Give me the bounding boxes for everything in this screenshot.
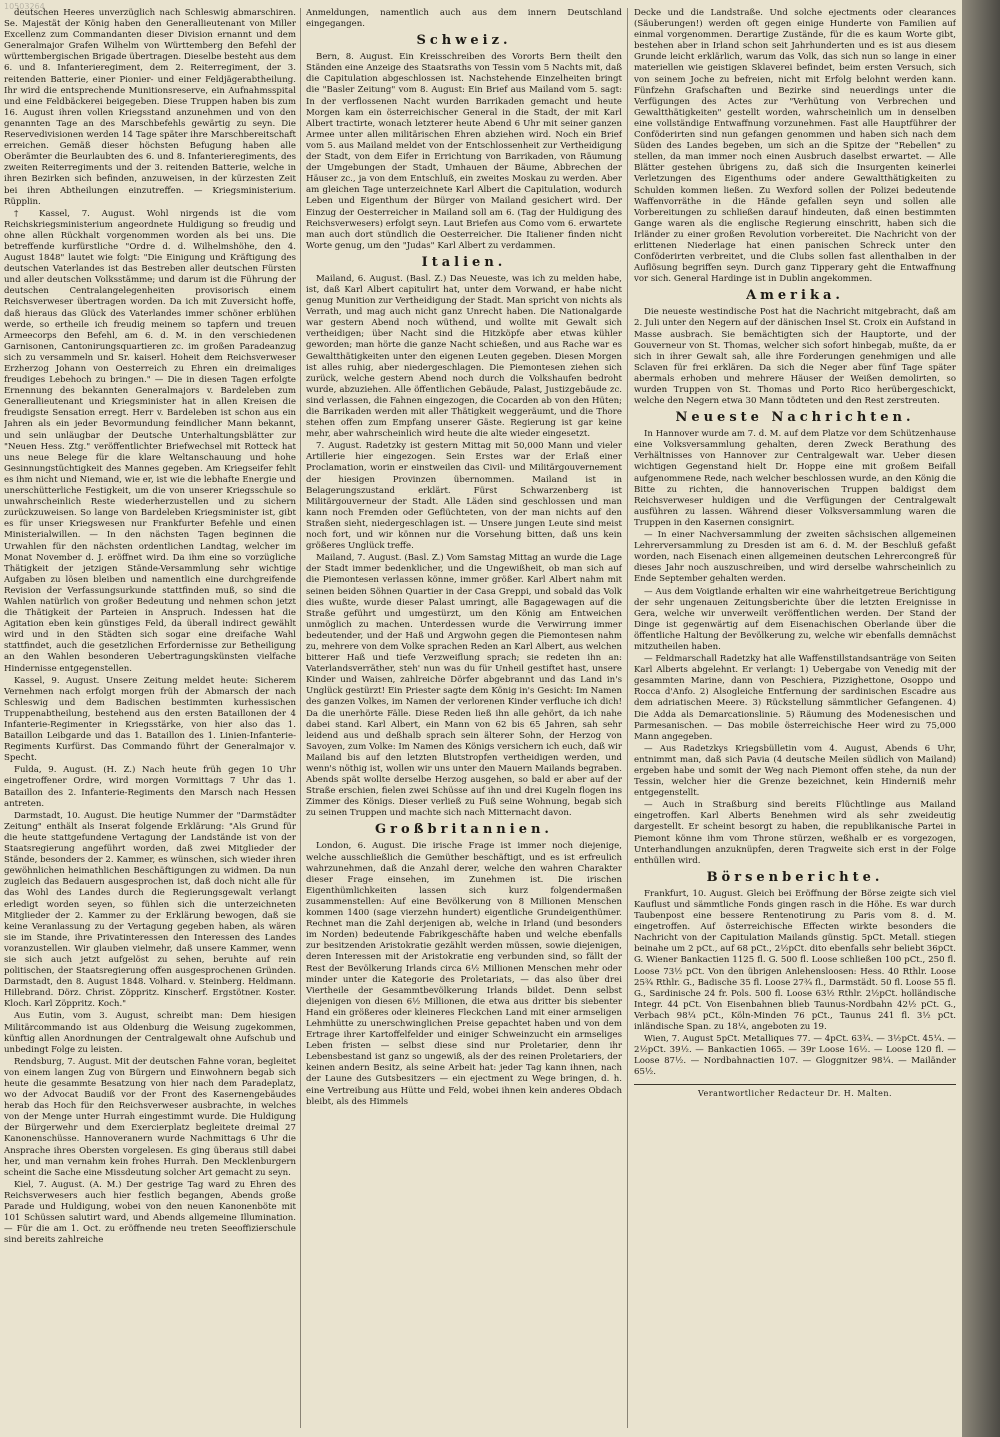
article-paragraph: Rendsburg, 7. August. Mit der deutschen Fahne voran, begleitet von einem langen Zug von Bürgern und Einwohnern begab sich heute die gesammte Besatzung von hier nach dem Paradeplatz, wo der Advocat Baudiß vor der Front des Kasernengebäudes herab das Hoch für den Reichsverweser ausbrachte, in welches von der Menge unter Hurrah eingestimmt wurde. Die Huldigung der Bürgerwehr und dem Exercierplatz begleitete dreimal 27 Kanonenschüsse. Hannoveranern wurde Nachmittags 6 Uhr die Ansprache ihres Obersten vorgelesen. Es ging überaus still dabei her, und man vernahm kein frohes Hurrah. Den Mecklenburgern scheint die Sache eine Missdeutung solcher Art gemacht zu seyn. [4, 1056, 296, 1178]
article-paragraph: Bern, 8. August. Ein Kreisschreiben des Vororts Bern theilt den Ständen eine Anzeige des Staatsraths von Tessin vom 5 Nachts mit, daß die Capitulation abgeschlossen ist. Nachstehende Einzelheiten bringt die "Basler Zeitung" vom 8. August: Ein Brief aus Mailand vom 5. sagt: In der verflossenen Nacht wurden Barrikaden gemacht und heute Morgen kam ein österreichischer General in die Stadt, der mit Karl Albert tractirte, wonach letzterer heute Abend 6 Uhr mit seiner ganzen Armee unter allen militärischen Ehren abziehen wird. Noch ein Brief vom 5. aus Mailand meldet von der Entschlossenheit zur Vertheidigung der Stadt, von dem Eifer in Errichtung von Barrikaden, von Räumung der Umgebungen der Stadt, Umhauen der Bäume, Abbrechen der Häuser zc., ja von dem Entschluß, ein zweites Moskau zu werden. Aber am gleichen Tage unterzeichnete Karl Albert die Capitulation, wodurch Leben und Eigenthum der Bürger von Mailand gesichert wird. Der Einzug der Oesterreicher in Mailand soll am 6. (Tag der Huldigung des Reichsverwesers) erfolgt seyn. Laut Briefen aus Como vom 6. erwartete man auch dort stündlich die Oesterreicher. Die Italiener finden nicht Worte genug, um den "Judas" Karl Albert zu verdammen. [306, 52, 622, 251]
section-heading: Börsenberichte. [706, 869, 884, 885]
binding-edge [962, 0, 1000, 1437]
section-heading: Italien. [421, 254, 507, 270]
archive-id: 10503264 [4, 2, 45, 11]
article-paragraph: — Feldmarschall Radetzky hat alle Waffenstillstandsanträge von Seiten Karl Alberts abgelehnt. Er verlangt: 1) Uebergabe von Venedig mit der gesammten Marine, dann von Peschiera, Pizzighettone, Osoppo und Rocca d'Anfo. 2) Alsogleiche Entfernung der sardinischen Escadre aus dem adriatischen Meere. 3) Rückstellung sämmtlicher Gefangenen. 4) Die Adda als Demarcationslinie. 5) Räumung des Modenesischen und Parmesanischen. — Das mobile österreichische Heer wird zu 75,000 Mann angegeben. [634, 654, 956, 742]
column-3 [634, 8, 956, 1100]
article-paragraph: Wien, 7. August 5pCt. Metalliques 77. — 4pCt. 63¾. — 3½pCt. 45¼. — 2½pCt. 39½. — Bankactien 1065. — 39r Loose 16½. — Loose 120 fl. — Loose 87½. — Nordbahnactien 107. — Gloggnitzer 98¼. — Mailänder 65½. [634, 1034, 956, 1078]
article-paragraph: — Aus Radetzkys Kriegsbülletin vom 4. August, Abends 6 Uhr, entnimmt man, daß sich Pavia (4 deutsche Meilen südlich von Mailand) ergeben habe und somit der Weg nach Piemont offen stehe, da nun der Tessin, welcher hier die Grenze bezeichnet, kein Hinderniß mehr entgegenstellt. [634, 743, 956, 799]
article-paragraph: — In einer Nachversammlung der zweiten sächsischen allgemeinen Lehrerversammlung zu Dresden ist am 6. d. M. der Beschluß gefaßt worden, nach Eisenach einen allgemeinen deutschen Lehrercongreß für dieses Jahr noch auszuschreiben, und wird derselbe wahrscheinlich zu Ende September gehalten werden. [634, 530, 956, 585]
section-heading: Schweiz. [416, 33, 512, 49]
article-paragraph: Frankfurt, 10. August. Gleich bei Eröffnung der Börse zeigte sich viel Kauflust und sämmtliche Fonds gingen rasch in die Höhe. Es war durch Taubenpost eine bessere Rentenotirung zu Paris vom 8. d. M. eingetroffen. Auf österreichische Effecten wirkte besonders die Nachricht von der Capitulation Mailands günstig. 5pCt. Metall. stiegen beinahe um 2 pCt., auf 68 pCt., 2½pCt. dito ebenfalls sehr beliebt 36pCt. G. Wiener Bankactien 1125 fl. G. 500 fl. Loose schließen 100 pCt., 250 fl. Loose 73½ pCt. Von den übrigen Anlehensloosen: Hess. 40 Rthlr. Loose 25¾ Rthlr. G., Badische 35 fl. Loose 27¾ fl., Darmstädt. 50 fl. Loose 55 fl. G., Sardinische 24 fr. Pols. 500 fl. Loose 63½ Rthlr. 2½pCt. holländische Integr. 44 pCt. Von Eisenbahnen blieb Taunus-Nordbahn 42½ pCt. G., Verbach 98¼ pCt., Köln-Minden 76 pCt., Taunus 241 fl. 3½ pCt. inländische Span. zu 18¼, angeboten zu 19. [634, 888, 956, 1032]
column-2 [306, 8, 622, 1109]
article-paragraph: Mailand, 6. August. (Basl. Z.) Das Neueste, was ich zu melden habe, ist, daß Karl Albert capitulirt hat, unter dem Vorwand, er habe nicht genug Munition zur Vertheidigung der Stadt. Man spricht von nichts als Verrath, und mag auch nicht ganz Unrecht haben. Die Nationalgarde war gestern Abend noch wüthend, und wollte mit Gewalt sich vertheidigen; über Nacht sind die Hitzköpfe aber etwas kühler geworden; man hörte die ganze Nacht schießen, und aus Rache war es Gewaltthätigkeiten unter den eigenen Leuten gegeben. Diesen Morgen ist alles ruhig, aber niedergeschlagen. Die Piemontesen ziehen sich zurück, welche gestern Abend noch durch die Volkshaufen bedroht wurde, abzuziehen. Alle öffentlichen Gebäude, Palast, Justizgebäude zc. sind verlassen, die Fahnen eingezogen, die Cocarden ab von den Hüten; die Barrikaden werden mit aller Thätigkeit weggeräumt, und die Thore stehen offen zum Empfang unserer Gäste. Regierung ist gar keine mehr, aber wahrscheinlich wird heute die alte wieder eingesetzt. [306, 273, 622, 440]
article-paragraph: Mailand, 7. August. (Basl. Z.) Vom Samstag Mittag an wurde die Lage der Stadt immer bedenklicher, und die Ungewißheit, ob man sich auf die Piemontesen verlassen könne, immer größer. Karl Albert nahm mit seinen beiden Söhnen Quartier in der Casa Greppi, und sobald das Volk dies wußte, wurde dieser Palast umringt, alle Bagagewagen auf die Straße geführt und umgestürzt, um den König am Entweichen unmöglich zu machen. Unterdessen wurde die Verwirrung immer bedeutender, und der Haß und Argwohn gegen die Piemontesen nahm zu, mehrere von dem Volke sprachen Reden an Karl Albert, aus welchen bitterer Haß und tiefe Verzweiflung sprach; sie redeten ihn an: Vaterlandsverräther, steh' nun was du für Unheil gestiftet hast, unsere Kinder und Waisen, zahlreiche Dörfer abgebrannt und das Land in's Unglück gestürzt! Ein Priester sagte dem König in's Gesicht: Im Namen des ganzen Volkes, im Namen der verlorenen Kinder verfluche ich dich! Da die unerhörte Fälle. Diese Reden ließ ihn alle gehört, da ich nahe dabei stand. Karl Albert, ein Mann von 62 bis 65 Jahren, sah sehr leidend aus und deßhalb sprach sein älterer Sohn, der Herzog von Savoyen, zum Volke: Im Namen des Königs versichern ich euch, daß wir Mailand bis auf den letzten Blutstropfen vertheidigen werden, und wenn's nöthig ist, wollen wir uns unter den Mauern Mailands begraben. Abends spät wollte derselbe Herzog ausgehen, so bald er aber auf der Straße erschien, fielen zwei Schüsse auf ihn und drei Kugeln flogen ins Zimmer des Königs. Dieser verließ zu Fuß seine Wohnung, begab sich zu seinen Truppen und machte sich nach Mitternacht davon. [306, 553, 622, 819]
section-heading: Neueste Nachrichten. [675, 410, 915, 426]
article-paragraph: In Hannover wurde am 7. d. M. auf dem Platze vor dem Schützenhause eine Volksversammlung gehalten, deren Zweck Berathung des Verhältnisses von Hannover zur Centralgewalt war. Ueber diesen wichtigen Gegenstand hielt Dr. Hoppe eine mit großem Beifall aufgenommene Rede, nach welcher beschlossen wurde, an den König die Bitte zu richten, die hannoverischen Truppen baldigst dem Reichsverweser huldigen und die Verfügungen der Centralgewalt ausführen zu lassen. Während dieser Volksversammlung waren die Truppen in den Kasernen consignirt. [634, 429, 956, 528]
article-paragraph: London, 6. August. Die irische Frage ist immer noch diejenige, welche ausschließlich die Gemüther beschäftigt, und es ist erfreulich wahrzunehmen, daß die Anzahl derer, welche den wahren Charakter dieser Frage einsehen, im Zunehmen ist. Die irischen Eigenthümlichkeiten lassen sich kurz folgendermaßen zusammenstellen: Auf eine Bevölkerung von 8 Millionen Menschen kommen 1400 (sage vierzehn hundert) eigentliche Grundeigenthümer. Rechnet man die Zahl derjenigen ab, welche in Irland (und besonders im Norden) bedeutende Fabrikgeschäfte haben und welche ebenfalls zur besitzenden Aristokratie gezählt werden müssen, sowie diejenigen, deren Interessen mit der Aristokratie eng verbunden sind, so fällt der Rest der Bevölkerung Irlands circa 6½ Millionen Menschen mehr oder minder unter die Kategorie des Proletariats, — das also über drei Viertheile der Gesammtbevölkerung Irlands bildet. Denn selbst diejenigen von diesen 6½ Millionen, die etwa aus dritter bis siebenter Hand ein größeres oder kleineres Fleckchen Land mit einer armseligen Lehmhütte zu unerschwinglichen Preise gepachtet haben und von dem Ertrage ihrer Kartoffelfelder und einiger Schweinzucht ein armseliges Leben fristen — selbst diese sind nur Proletarier, denn ihr Lebensbestand ist ganz so ungewiß, als der des reinen Proletariers, der keinen andern Besitz, als seine Arbeit hat: jeder Tag kann ihnen, nach der Laune des Gutsbesitzers — ein ejectment zu Wege bringen, d. h. eine Vertreibung aus Hütte und Feld, wobei ihnen kein anderes Obdach bleibt, als des Himmels [306, 841, 622, 1107]
article-paragraph: Die neueste westindische Post hat die Nachricht mitgebracht, daß am 2. Juli unter den Negern auf der dänischen Insel St. Croix ein Aufstand in Masse ausbrach. Sie bemächtigten sich der Hauptorte, und der Gouverneur von St. Thomas, welcher sich sofort hinbegab, mußte, da er sich in ihrer Gewalt sah, alle ihre Forderungen genehmigen und alle Sclaven für frei erklären. Da sich die Neger aber fünf Tage später abermals erhoben und mehrere Häuser der Weißen demolirten, so wurden Truppen von St. Thomas und Porto Rico herübergeschickt, welche den Negern etwa 30 Mann tödteten und den Rest zerstreuten. [634, 307, 956, 407]
article-paragraph: Kassel, 9. August. Unsere Zeitung meldet heute: Sicherem Vernehmen nach erfolgt morgen früh der Abmarsch der nach Schleswig und dem Badischen bestimmten kurhessischen Truppenabtheilung, bestehend aus den ersten Bataillonen der 4 Infanterie-Regimenter in Kriegsstärke, von hier also das 1. Bataillon Leibgarde und das 1. Bataillon des 1. Linien-Infanterie-Regiments Kurfürst. Das Commando führt der Generalmajor v. Specht. [4, 675, 296, 764]
column-1 [4, 8, 296, 1247]
article-paragraph: deutschen Heeres unverzüglich nach Schleswig abmarschiren. Se. Majestät der König haben den Generallieutenant von Miller Excellenz zum Commandanten dieser Division ernannt und dem Generalmajor Grafen Wilhelm von Württemberg den Befehl der württembergischen Brigade übertragen. Dieselbe besteht aus dem 6. und 8. Infanterieregiment, dem 2. Reiterregiment, der 3. reitenden Batterie, einer Pionier- und einer Feldjägerabtheilung. Ihr wird die entsprechende Munitionsreserve, ein Aufnahmsspital und eine Feldbäckerei beigegeben. Diese Truppen haben bis zum 16. August ihren vollen Kriegsstand anzunehmen und von den genannten Tage an des Marschbefehls gewärtig zu seyn. Die Reservedivisionen werden 14 Tage später ihre Marschbereitschaft erreichen. Gemäß dieser höchsten Befugung haben alle Oberämter die Beurlaubten des 6. und 8. Infanterieregiments, des zweiten Reiterregiments und der 3. reitenden Batterie, welche in ihren Bezirken sich befinden, anzuweisen, in der kürzesten Zeit bei ihren Abtheilungen einzutreffen. — Kriegsministerium. Rüpplin. [4, 8, 296, 207]
column-rule [300, 8, 301, 1428]
article-paragraph: † Kassel, 7. August. Wohl nirgends ist die vom Reichskriegsministerium angeordnete Huldigung so freudig und ohne allen Rückhalt vorgenommen worden als bei uns. Die betreffende kurfürstliche "Ordre d. d. Wilhelmshöhe, den 4. August 1848" lautet wie folgt: "Die Einigung und Kräftigung des deutschen Vaterlandes ist das Bestreben aller deutschen Fürsten und aller deutschen Volksstämme; und darum ist die Führung der deutschen Centralangelegenheiten provisorisch einem Reichsverweser übertragen worden. Da ich mit Zuversicht hoffe, daß hieraus das Glück des Vaterlandes immer schöner erblühen werde, so ertheile ich freudig meinem so tapfern und treuen Armeecorps den Befehl, am 6. d. M. in den verschiedenen Garnisonen, Cantonirungsquartieren zc. im großen Paradeanzug sich zu versammeln und Sr. kaiserl. Hoheit dem Reichsverweser Erzherzog Johann von Oesterreich zu Ehren ein dreimaliges freudiges Lebehoch zu bringen." — Die in diesen Tagen erfolgte Ernennung des bekannten Generalmajors v. Bardeleben zum Generallieutenant und Kriegsminister hat in allen Kreisen die freudigste Sensation erregt. Herr v. Bardeleben ist schon aus ein Jahren als ein jeder Bevormundung feindlicher Mann bekannt, und sein unläugbar der Deutsche Unterhaltungsblätter zur "Neuen Hess. Ztg." veröffentlichter Briefwechsel mit Rotteck hat uns neue Belege für die klare Weltanschauung und hohe Gesinnungstüchtigkeit des Mannes gegeben. Am Kriegseifer fehlt es ihm nicht und Niemand, wie er, ist wie die lebhafte Energie und unerschütterliche Festigkeit, um die von unserer Kriegsschule so unwahrscheinlich Reste wiederherzustellen und zu sichern zurückzuweisen. So lange von Bardeleben Kriegsminister ist, gibt es für unser Kriegswesen nur Frankfurter Befehle und einen Ministerialwillen. — In den nächsten Tagen beginnen die Urwahlen für den nächsten ordentlichen Landtag, welcher im Monat November d. J. eröffnet wird. Da ihm eine so vorzügliche Thätigkeit der jetzigen Stände-Versammlung sehr wichtige Aufgaben zu lösen bleiben und namentlich eine durchgreifende Revision der Verfassungsurkunde stattfinden muß, so sind die Wahlen natürlich von großer Bedeutung und nehmen schon jetzt die Thätigkeit der Parteien in Anspruch. Indessen hat die Agitation eben kein günstiges Feld, da überall indirect gewählt wird und in den Städten sich sogar eine dreifache Wahl stattfindet, auch die gesetzlichen Erfordernisse zur Betheiligung an den Wahlen besonderen Uebertragungskünsten vielfache Hindernisse entgegenstellen. [4, 208, 296, 674]
article-paragraph: — Aus dem Voigtlande erhalten wir eine wahrheitgetreue Berichtigung der sehr ungenauen Zeitungsberichte über die letzten Ereignisse in Gera, welche wir unverweilt veröffentlichen werden. Der Stand der Dinge ist gegenwärtig auf dem Eisenachischen Oberlande über die öffentliche Haltung der Bevölkerung zu, welche wir ebenfalls demnächst mitzutheilen haben. [634, 586, 956, 652]
imprint: Verantwortlicher Redacteur Dr. H. Malten. [634, 1084, 956, 1099]
article-paragraph: 7. August. Radetzky ist gestern Mittag mit 50,000 Mann und vieler Artillerie hier eingezogen. Sein Erstes war der Erlaß einer Proclamation, worin er einstweilen das Civil- und Militärgouvernement der hiesigen Provinzen übernommen. Mailand ist in Belagerungszustand erklärt. Fürst Schwarzenberg ist Militärgouverneur der Stadt. Alle Läden sind geschlossen und man kann noch Fremden oder Geflüchteten, von der man nichts auf den Straßen sieht, niedergeschlagen ist. — Unsere jungen Leute sind meist noch fort, und wir können nur die Vorsehung bitten, daß uns kein größeres Unglück treffe. [306, 441, 622, 552]
section-heading: Amerika. [746, 288, 844, 304]
column-3-lead: Decke und die Landstraße. Und solche ejectments oder clearances (Säuberungen!) werden oft gegen einige Hunderte von Familien auf einmal vorgenommen. Derartige Zustände, für die es kaum Worte gibt, bestehen aber in Irland schon seit Jahrhunderten und es ist aus diesem Grunde leicht erklärlich, warum das Volk, das sich nun so lange in einer materiellen wie geistigen Sklaverei befindet, beim ersten Versuch, sich von seinem Joche zu befreien, nicht mit Erfolg belohnt werden kann. Fünfzehn Grafschaften und Bezirke sind neuerdings unter die Verfügungen des Actes zur "Verhütung von Verbrechen und Gewaltthätigkeiten" gestellt worden, wahrscheinlich um in denselben eine vollständige Entwaffnung vorzunehmen. Fast alle Hauptführer der Conföderirten sind nun gefangen genommen und haben sich nach dem Süden des Landes begeben, um sich an die Spitze der "Rebellen" zu stellen, da man immer noch einen Ausbruch daselbst erwartet. — Alle Blätter gestehen übrigens zu, daß sich die Insurgenten keinerlei Verletzungen des Eigenthums oder andere Gewaltthätigkeiten zu Schulden kommen ließen. Zu Wexford sollen der Polizei bedeutende Waffenvorräthe in die Hände gefallen seyn und sollen alle Vorbereitungen zu schließen darauf hindeuten, daß einen bestimmten Gange waren als die englische Regierung einschritt, haben sich die Irländer zu einer großen Revolution vorbereitet. Die Nachricht von der erlittenen Niederlage hat einen panischen Schreck unter den Conföderirten verbreitet, und die Clubs sollen fast allenthalben in der Auflösung begriffen seyn. Durch ganz Tipperary geht die Entwaffnung vor sich. General Hardinge ist in Dublin angekommen. [634, 8, 956, 285]
article-paragraph: — Auch in Straßburg sind bereits Flüchtlinge aus Mailand eingetroffen. Karl Alberts Benehmen wird als sehr zweideutig dargestellt. Er scheint besorgt zu haben, die republikanische Partei in Piemont könne ihm vom Throne stürzen, weßhalb er es vorgezogen, Unterhandlungen anzuknüpfen, deren Tragweite sich erst in der Folge enthüllen wird. [634, 800, 956, 866]
article-paragraph: Aus Eutin, vom 3. August, schreibt man: Dem hiesigen Militärcommando ist aus Oldenburg die Weisung zugekommen, künftig allen Anordnungen der Centralgewalt ohne Aufschub und unbedingt Folge zu leisten. [4, 1011, 296, 1055]
article-paragraph: Darmstadt, 10. August. Die heutige Nummer der "Darmstädter Zeitung" enthält als Inserat folgende Erklärung: "Als Grund für die heute stattgefundene Vertagung der Landstände ist von der Staatsregierung angeführt worden, daß zwei Mitglieder der Stände, besonders der 2. Kammer, es wünschen, sich wieder ihren gewöhnlichen heimathlichen Beschäftigungen zu widmen. Da nun zugleich das Bedauern ausgesprochen ist, daß doch nicht alle für das Wohl des Landes durch die Regierungsgewalt verlangt erledigt worden seyen, so fühlen sich die unterzeichneten Mitglieder der 2. Kammer zu der Erklärung bewogen, daß sie keine Veranlassung zu der Vertagung gegeben haben, als wären sie im Stande, ihre Privatinteressen den Interessen des Landes voranzustellen. Wir glauben vielmehr, daß unsere Kammer, wenn sie sich auch jetzt aufgelöst zu sehen, beruhte auf rein politischen, der Staatsregierung offen ausgesprochenen Gründen. Darmstadt, den 8. August 1848. Volhard. v. Steinberg. Heldmann. Hillebrand. Dörz. Christ. Zöppritz. Kinscherf. Ergstötner. Koster. Kloch. Karl Zöppritz. Koch." [4, 810, 296, 1010]
column-2-intro: Anmeldungen, namentlich auch aus dem innern Deutschland eingegangen. [306, 8, 622, 30]
column-rule [627, 8, 628, 1428]
section-heading: Großbritannien. [375, 822, 553, 838]
article-paragraph: Kiel, 7. August. (A. M.) Der gestrige Tag ward zu Ehren des Reichsverwesers auch hier festlich begangen, Abends große Parade und Huldigung, wobei von den neuen Kanonenböte mit 101 Schüssen salutirt ward, und Abends allgemeine Illumination. — Für die am 1. Oct. zu eröffnende neu treten Seeoffizierschule sind bereits zahlreiche [4, 1179, 296, 1246]
article-paragraph: Fulda, 9. August. (H. Z.) Nach heute früh gegen 10 Uhr eingetroffener Ordre, wird morgen Vormittags 7 Uhr das 1. Bataillon des 2. Infanterie-Regiments den Marsch nach Hessen antreten. [4, 765, 296, 809]
